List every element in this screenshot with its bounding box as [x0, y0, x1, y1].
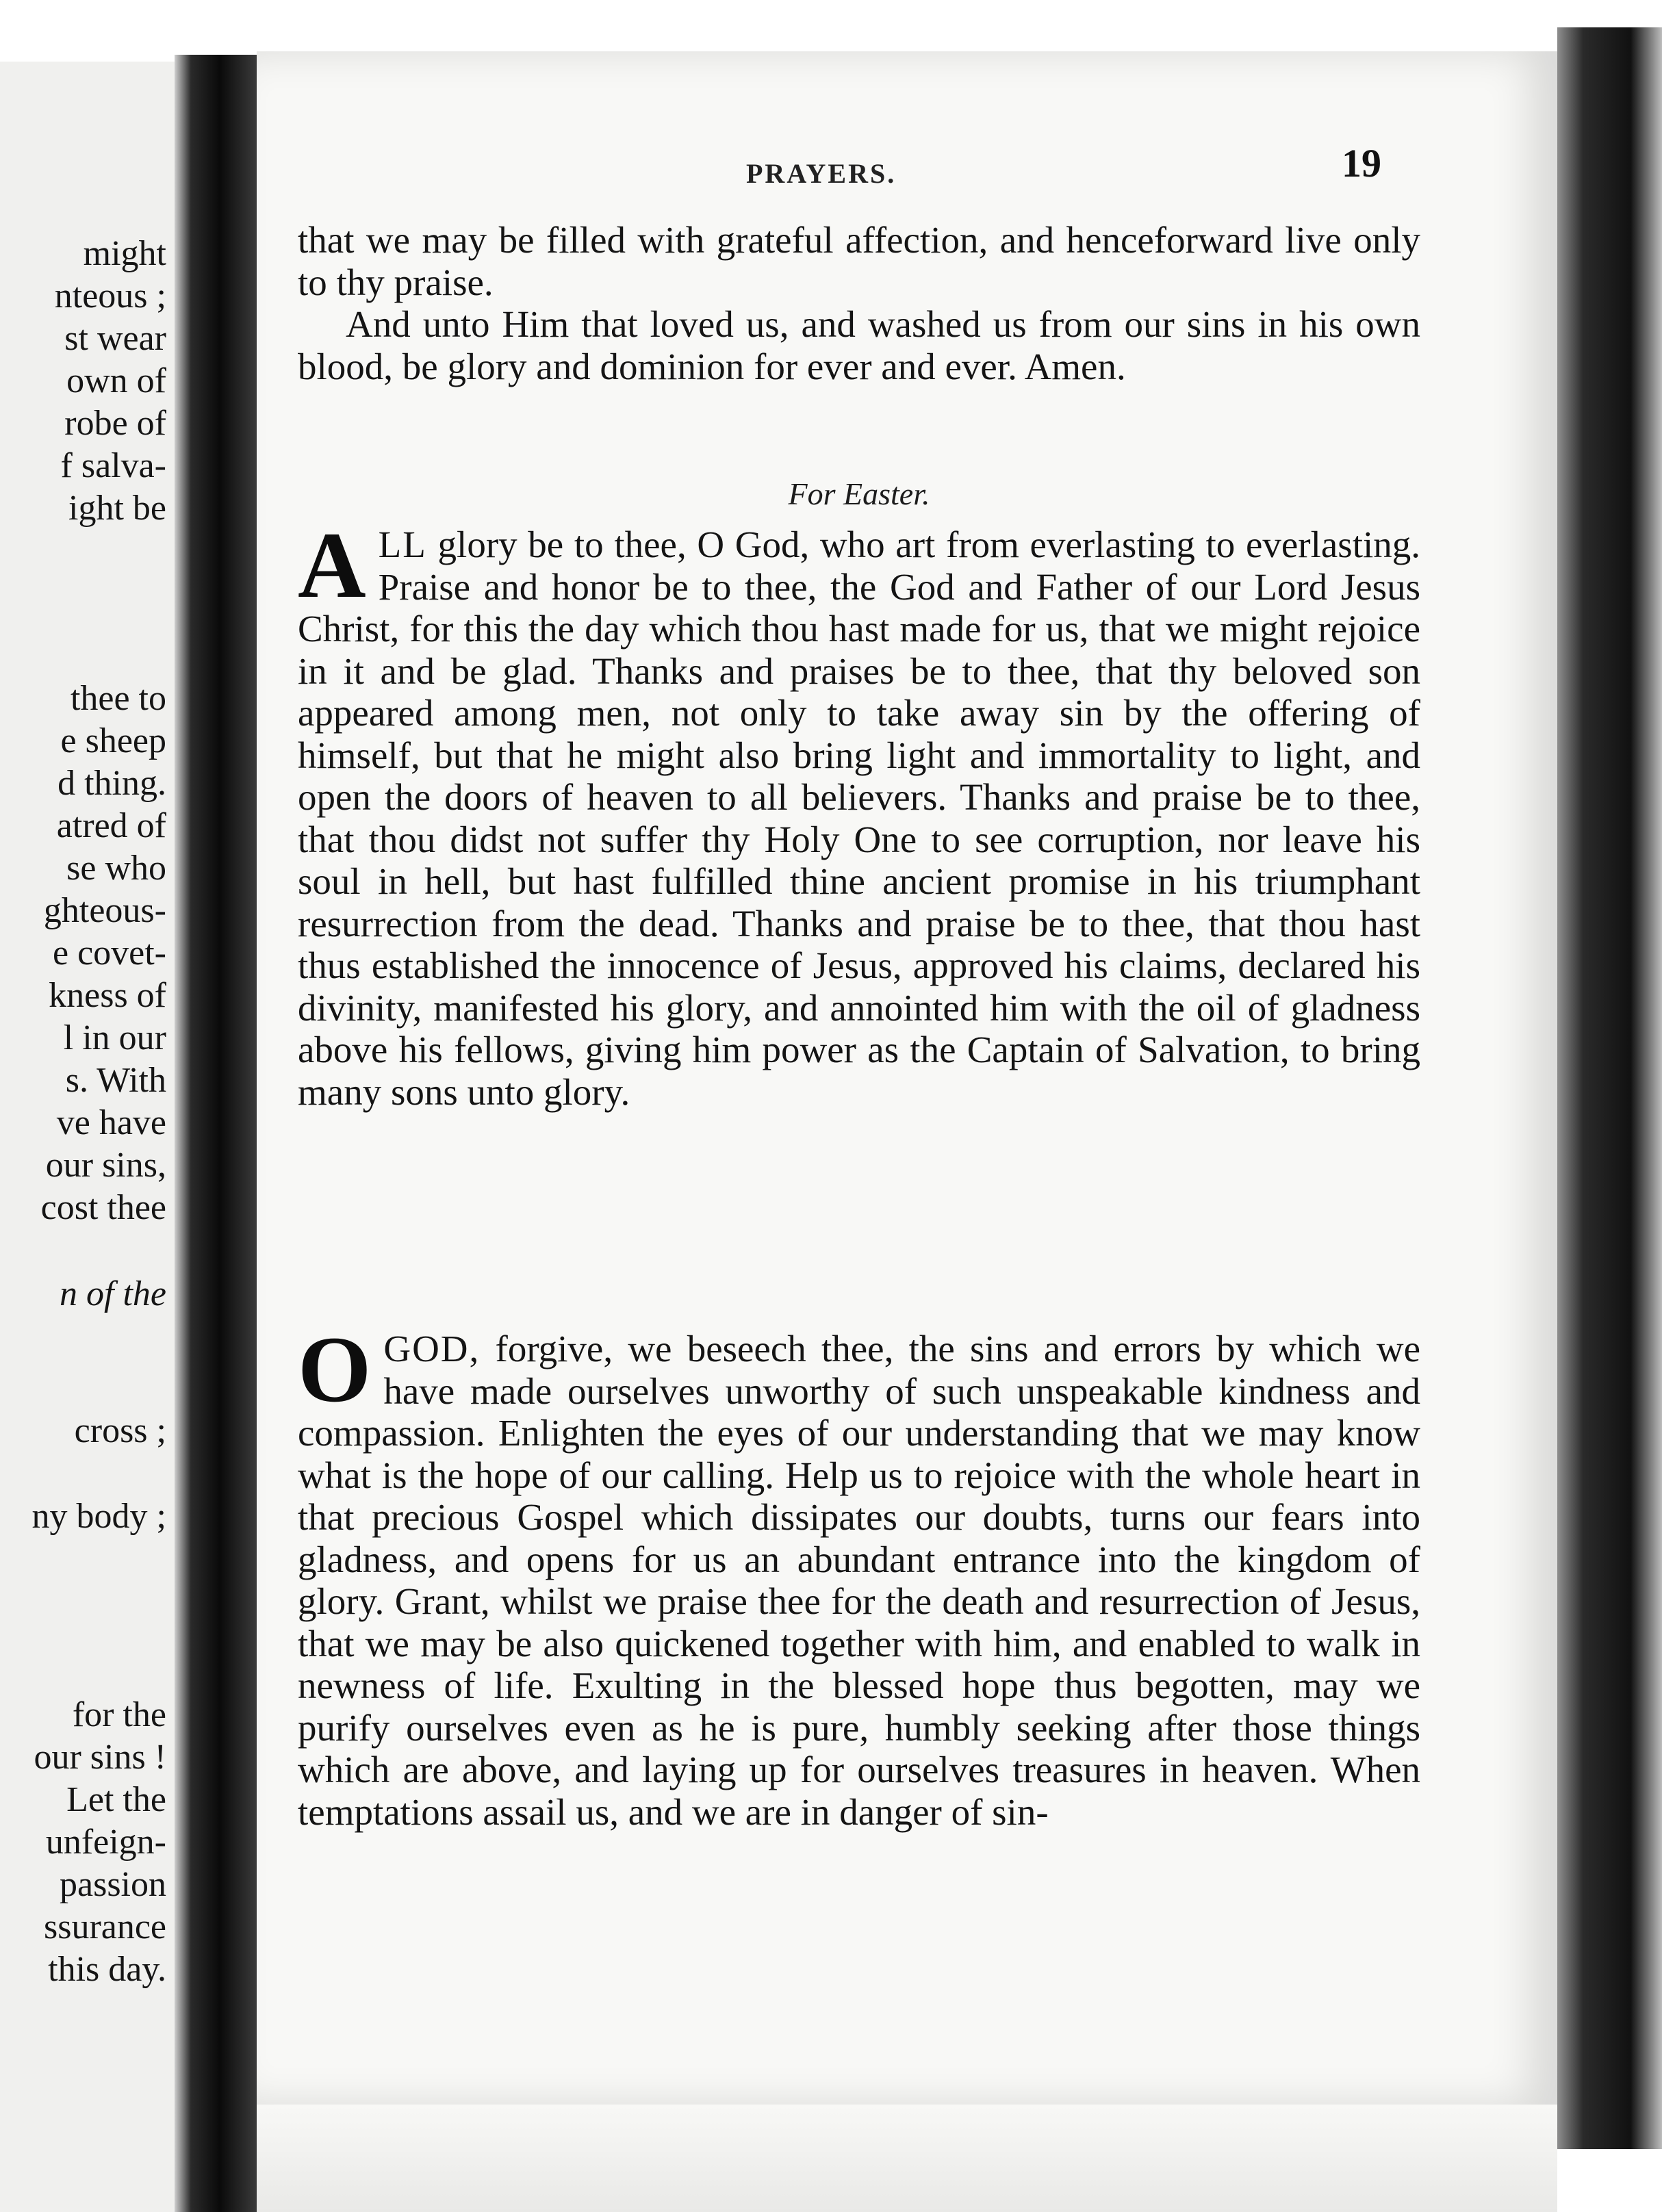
left-line: ve have — [56, 1103, 166, 1142]
prayer-lead: GOD, — [383, 1328, 481, 1369]
left-line: e covet- — [52, 934, 166, 973]
left-line: f salva- — [60, 446, 166, 485]
left-line: ghteous- — [43, 891, 166, 930]
left-line: might — [83, 234, 166, 273]
left-line: cross ; — [74, 1411, 166, 1450]
left-line: kness of — [49, 976, 166, 1015]
running-head: PRAYERS. — [746, 158, 897, 189]
prayer-text: glory be to thee, O God, who art from everlasting to everlasting. Praise and honor be to thee, the God and Father of our Lord Jesus Christ, for this the day which thou hast made for us, that we might rejoice in it and be glad. Thanks and praises be to thee, that thy beloved son appeared among men, not only to take away sin by the offering of himself, but that he might also bring light and immortality to light, and open the doors of heaven to all believers. Thanks and praise be to thee, that thou didst not suffer thy Holy One to see corruption, nor leave his soul in hell, but hast fulfilled thine ancient promise in his triumphant resurrection from the dead. Thanks and praise be to thee, that thou hast thus established the innocence of Jesus, approved his claims, declared his divinity, manifested his glory, and annointed him with the oil of gladness above his fellows, giving him power as the Captain of Salvation, to bring many sons unto glory. — [298, 524, 1420, 1113]
left-line: unfeign- — [45, 1823, 166, 1862]
forgiveness-prayer — [298, 1317, 1420, 1833]
prayer-text: forgive, we beseech thee, the sins and errors by which we have made ourselves unworthy of such unspeakable kindness and compassion. Enlighten the eyes of our understanding that we may know what is the hope of our calling. Help us to rejoice with the whole heart in that precious Gospel which dissipates our doubts, turns our fears into gladness, and opens for us an abundant entrance into the kingdom of glory. Grant, whilst we praise thee for the death and resurrection of Jesus, that we may be also quickened together with him, and enabled to walk in newness of life. Exulting in the blessed hope thus begotten, may we purify ourselves even as he is pure, humbly seeking after those things which are above, and laying up for ourselves treasures in heaven. When temptations assail us, and we are in danger of sin- — [298, 1328, 1420, 1833]
left-line: ssurance — [43, 1907, 166, 1946]
left-line: own of — [66, 361, 166, 400]
left-line: our sins, — [45, 1146, 166, 1185]
page-edge — [1557, 27, 1662, 2149]
left-line: passion — [60, 1865, 166, 1904]
left-line: atred of — [56, 806, 166, 845]
left-line: d thing. — [57, 764, 166, 803]
drop-cap: A — [298, 513, 366, 617]
section-heading: For Easter. — [788, 476, 930, 511]
book-gutter — [175, 55, 257, 2212]
left-line: cost thee — [40, 1188, 166, 1227]
easter-prayer — [298, 513, 1420, 1113]
drop-cap: O — [298, 1317, 372, 1422]
left-line: nteous ; — [54, 276, 166, 316]
left-line: ight be — [68, 489, 166, 528]
left-line: se who — [66, 849, 166, 888]
left-line: st wear — [64, 319, 166, 358]
left-line: robe of — [64, 404, 166, 443]
left-line: this day. — [48, 1950, 166, 1989]
continuation-paragraph: that we may be filled with grateful affection, and henceforward live only to thy praise. — [298, 219, 1420, 303]
left-line: Let the — [66, 1780, 166, 1819]
prayer-lead: LL — [378, 524, 427, 565]
left-line: our sins ! — [34, 1738, 166, 1777]
left-line: ny body ; — [31, 1497, 166, 1536]
left-facing-page — [0, 62, 175, 2212]
page-bottom-margin — [257, 2105, 1557, 2212]
left-line: for the — [72, 1695, 166, 1734]
left-line: thee to — [70, 679, 166, 718]
continuation-block — [298, 219, 1420, 387]
page-number: 19 — [1342, 141, 1381, 185]
left-line: s. With — [65, 1061, 166, 1100]
left-line: n of the — [60, 1274, 166, 1313]
doxology-paragraph: And unto Him that loved us, and washed us from our sins in his own blood, be glory and dominion for ever and ever. Amen. — [298, 303, 1420, 387]
left-line: e sheep — [60, 721, 166, 760]
left-line: l in our — [63, 1018, 166, 1057]
